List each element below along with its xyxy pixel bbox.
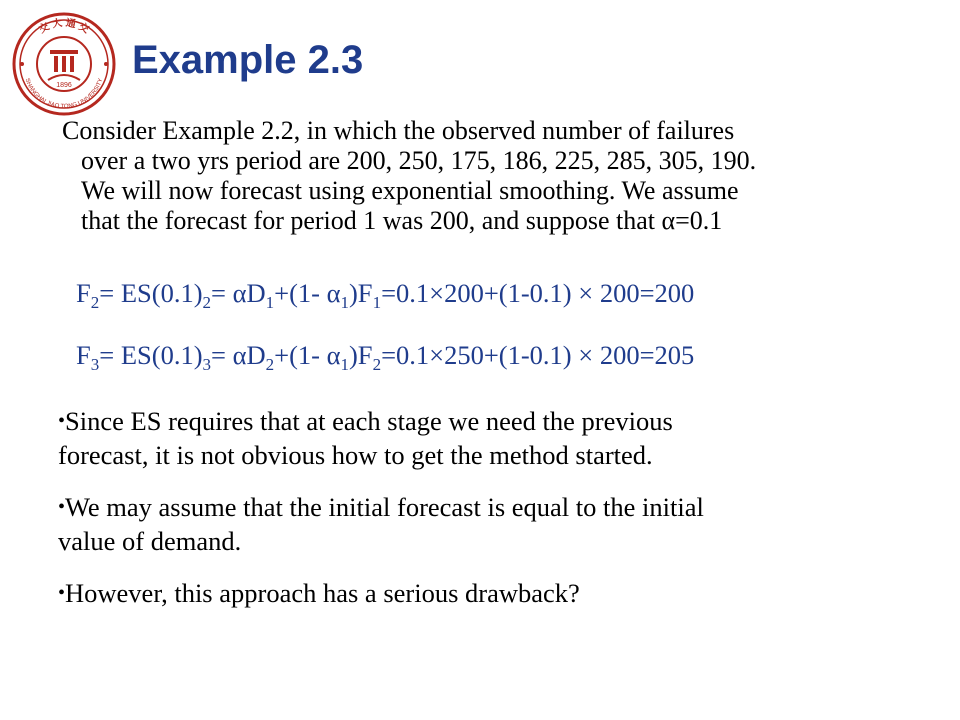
intro-line: We will now forecast using exponential smoothing. We assume <box>81 176 739 205</box>
bullet-icon: • <box>58 410 66 432</box>
intro-line: that the forecast for period 1 was 200, and suppose that α=0.1 <box>81 206 723 235</box>
bullet-text: Since ES requires that at each stage we need the previous <box>65 406 673 436</box>
logo-year: 1896 <box>56 82 72 89</box>
equation-f2: $F_2= ES(0.1)_2= \alpha D_1+(1-$ $\alpha_1)F_1=0.1\times 200+(1-0.1) \times 200=200$ <box>76 278 695 312</box>
bullet-item <box>58 490 938 558</box>
logo-ring-text: SHANGHAI JIAO TONG UNIVERSITY <box>23 77 105 111</box>
logo-top-text: 交 大 通 交 <box>37 17 91 36</box>
intro-line: over a two yrs period are 200, 250, 175, 186, 225, 285, 305, 190. <box>81 146 757 175</box>
bullet-list <box>58 404 938 628</box>
equation-f3: $F_3= ES(0.1)_3= \alpha D_2+(1-$ $\alpha_1)F_2=0.1\times 250+(1-0.1) \times 200=205$ <box>76 340 695 374</box>
slide-title: Example 2.3 <box>132 38 364 82</box>
bullet-text: However, this approach has a serious drawback? <box>65 578 580 608</box>
bullet-text: value of demand. <box>58 526 242 556</box>
university-logo-icon <box>10 10 118 118</box>
bullet-text: forecast, it is not obvious how to get the method started. <box>58 440 653 470</box>
bullet-item <box>58 404 938 472</box>
intro-paragraph <box>62 116 922 236</box>
bullet-icon: • <box>58 496 66 518</box>
bullet-text: We may assume that the initial forecast is equal to the initial <box>65 492 704 522</box>
intro-line: Consider Example 2.2, in which the observed number of failures <box>62 116 735 145</box>
bullet-item <box>58 576 938 610</box>
bullet-icon: • <box>58 582 66 604</box>
